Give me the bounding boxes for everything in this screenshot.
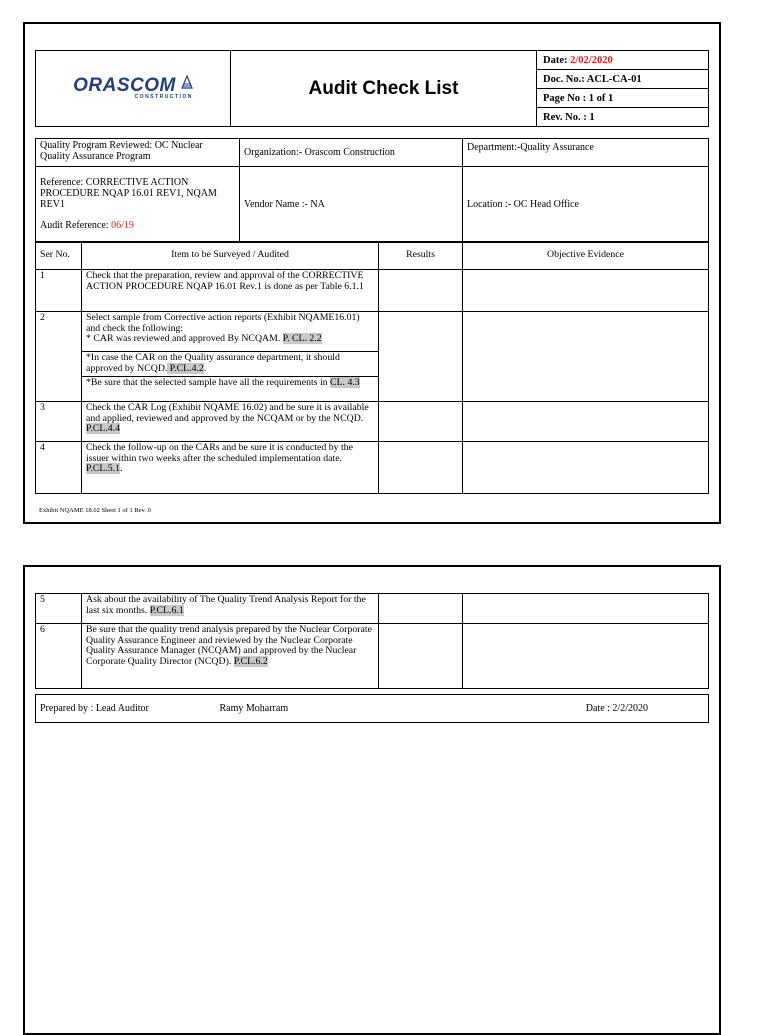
checklist-row <box>36 270 709 312</box>
checklist-header-row <box>36 242 709 270</box>
logo-cell <box>36 51 231 127</box>
logo-subtitle: CONSTRUCTION <box>134 93 193 100</box>
row-evidence[interactable] <box>463 402 709 442</box>
col-results: Results <box>379 242 463 270</box>
row-ser-no: 1 <box>36 270 82 312</box>
prepared-by-name: Ramy Moharram <box>216 695 516 723</box>
checklist-row <box>36 624 709 689</box>
checklist-row <box>36 377 709 402</box>
row-item-description: Select sample from Corrective action reports (Exhibit NQAME16.01) and check the following: * CAR was reviewed and approved By NCQAM. <box>86 312 360 344</box>
reference-cell <box>36 167 240 243</box>
clause-reference: P.CL.6.1 <box>149 604 184 616</box>
row-item-description: Check the follow-up on the CARs and be sure it is conducted by the issuer within two weeks after the scheduled implementation date. <box>86 442 353 464</box>
date-label: Date: <box>543 54 568 66</box>
row-ser-no <box>36 377 82 402</box>
audit-reference-value: 06/19 <box>111 220 134 231</box>
checklist-table <box>35 241 709 494</box>
document-page-1 <box>23 22 721 524</box>
row-item-text: Check the follow-up on the CARs and be sure it is conducted by the issuer within two weeks after the scheduled implementation date. P.CL.5.1. <box>82 442 379 494</box>
doc-no: Doc. No.: ACL-CA-01 <box>537 70 709 89</box>
clause-reference: P.CL.5.1 <box>86 463 121 474</box>
document-header <box>35 50 709 127</box>
vendor-name: Vendor Name :- NA <box>240 167 463 243</box>
row-item-text <box>82 594 379 624</box>
row-evidence[interactable] <box>463 270 709 312</box>
row-item-description: Check the CAR Log (Exhibit NQAME 16.02) and be sure it is available and applied, reviewed and approved by the NCQAM or by the NCQD. <box>86 402 369 424</box>
row-results[interactable] <box>379 442 463 494</box>
audit-info-table <box>35 138 709 243</box>
checklist-row <box>36 442 709 494</box>
col-ser-no: Ser No. <box>36 242 82 270</box>
row-evidence[interactable] <box>463 377 709 402</box>
logo-pyramid-icon <box>181 75 193 89</box>
date-cell <box>537 51 709 70</box>
date-value: 2/02/2020 <box>570 54 613 66</box>
row-item-description: Check that the preparation, review and approval of the CORRECTIVE ACTION PROCEDURE NQAP 16.01 Rev.1 is done as per Table 6.1.1 <box>86 270 364 292</box>
row-ser-no: 4 <box>36 442 82 494</box>
row-results[interactable] <box>379 312 463 352</box>
row-ser-no: 3 <box>36 402 82 442</box>
logo-wordmark: ORASCOM <box>73 74 176 96</box>
checklist-row <box>36 312 709 352</box>
prepared-by-label: Prepared by : Lead Auditor <box>36 695 216 723</box>
row-results[interactable] <box>379 377 463 402</box>
row-results[interactable] <box>379 270 463 312</box>
row-ser-no: 6 <box>36 624 82 689</box>
row-evidence[interactable] <box>463 594 709 624</box>
orascom-logo <box>73 75 193 100</box>
exhibit-footer: Exhibit NQAME 18.02 Sheet 1 of 1 Rev. 0 <box>39 507 151 514</box>
row-ser-no: 5 <box>36 594 82 624</box>
row-results[interactable] <box>379 402 463 442</box>
row-item-description: Be sure that the quality trend analysis prepared by the Nuclear Corporate Quality Assurance Engineer and reviewed by the Nuclear Corporate Quality Assurance Manager (NCQAM) and approved by the Nuclear Corporate Quality Director (NCQD). <box>86 624 372 667</box>
row-evidence[interactable] <box>463 624 709 689</box>
document-page-2 <box>23 565 721 1035</box>
row-item-text <box>82 312 379 352</box>
prepared-by-row <box>35 694 709 723</box>
clause-reference: P. CL. 2.2 <box>282 333 322 344</box>
row-item-description: *In case the CAR on the Quality assurance department, it should approved by NCQD. <box>86 352 340 374</box>
location: Location :- OC Head Office <box>463 167 709 243</box>
col-item: Item to be Surveyed / Audited <box>82 242 379 270</box>
row-ser-no <box>36 352 82 377</box>
row-item-text <box>82 377 379 402</box>
row-item-description: Ask about the availability of The Quality Trend Analysis Report for the last six months. <box>86 594 366 616</box>
clause-reference: P.CL.4.2 <box>167 362 204 374</box>
page-no: Page No : 1 of 1 <box>537 89 709 108</box>
row-evidence[interactable] <box>463 442 709 494</box>
row-evidence[interactable] <box>463 312 709 352</box>
checklist-row <box>36 402 709 442</box>
program-reviewed: Quality Program Reviewed: OC Nuclear Quality Assurance Program <box>36 139 240 167</box>
row-item-text <box>82 624 379 689</box>
prepared-date: Date : 2/2/2020 <box>516 695 709 723</box>
row-ser-no: 2 <box>36 312 82 352</box>
row-item-text: *In case the CAR on the Quality assurance department, it should approved by NCQD. P.CL.4.2. <box>82 352 379 377</box>
audit-reference-label: Audit Reference: <box>40 220 112 231</box>
row-results[interactable] <box>379 594 463 624</box>
page-title: Audit Check List <box>231 51 537 127</box>
row-results[interactable] <box>379 352 463 377</box>
audit-reference <box>40 220 235 231</box>
clause-reference: CL. 4.3 <box>330 377 360 388</box>
rev-no: Rev. No. : 1 <box>537 108 709 127</box>
col-evidence: Objective Evidence <box>463 242 709 270</box>
row-item-text <box>82 270 379 312</box>
row-item-text <box>82 402 379 442</box>
checklist-table-continued <box>35 593 709 689</box>
row-evidence[interactable] <box>463 352 709 377</box>
clause-reference: P.CL.6.2 <box>233 655 268 667</box>
reference: Reference: CORRECTIVE ACTION PROCEDURE NQAP 16.01 REV1, NQAM REV1 <box>40 177 217 210</box>
clause-reference: P.CL.4.4 <box>86 423 121 434</box>
checklist-row <box>36 352 709 377</box>
organization: Organization:- Orascom Construction <box>240 139 463 167</box>
row-item-description: *Be sure that the selected sample have all the requirements in <box>86 377 331 388</box>
department: Department:-Quality Assurance <box>463 139 709 167</box>
checklist-row <box>36 594 709 624</box>
row-results[interactable] <box>379 624 463 689</box>
